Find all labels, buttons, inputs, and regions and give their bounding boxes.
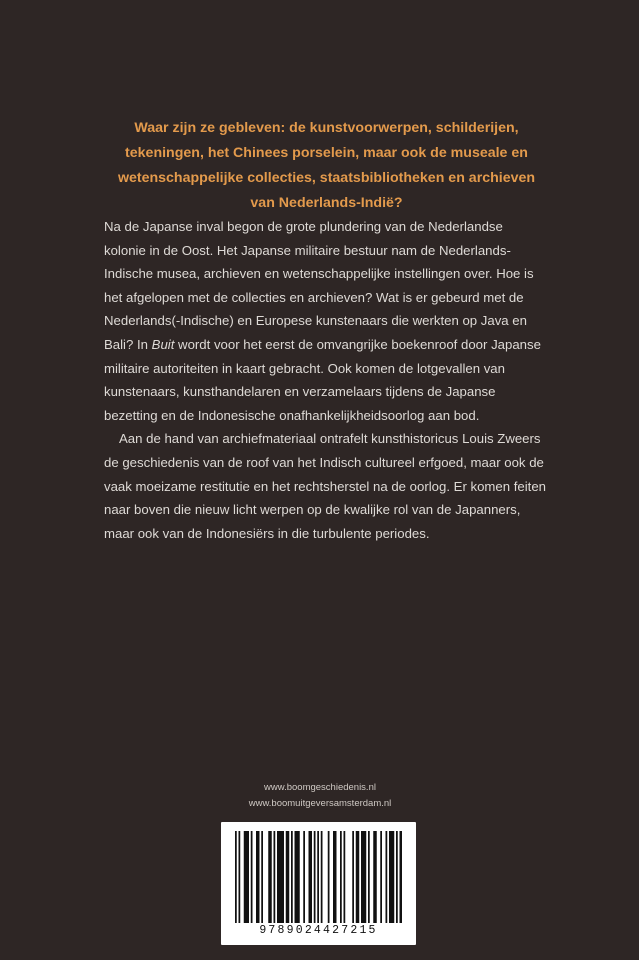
book-title: Buit <box>151 336 175 352</box>
paragraph-1-part-1: Na de Japanse inval begon de grote plundering van de Nederlandse kolonie in de Oost. Het Japanse militaire bestuur nam de Nederlands-Indische musea, archieven en wetenschappelijke instellingen over. Hoe is het afgelopen met de collecties en archieven? Wat is er gebeurd met de Nederlands(-Indische) en Europese kunstenaars die werkten op Java en Bali? In <box>104 219 534 352</box>
lead-question: Waar zijn ze gebleven: de kunstvoorwerpen, schilderijen, tekeningen, het Chinees porselein, maar ook de museale en wetenschappelijke collecties, staatsbibliotheken en archieven van Nederlands-Indië? <box>117 120 536 211</box>
barcode-bars <box>235 831 402 923</box>
isbn-barcode <box>221 822 416 945</box>
blurb-paragraph-1 <box>104 215 546 427</box>
url-boomuitgeversamsterdam[interactable]: www.boomuitgeversamsterdam.nl <box>248 798 392 809</box>
paragraph-1-part-2: wordt voor het eerst de omvangrijke boekenroof door Japanse militaire autoriteiten in kaart gebracht. Ook komen de lotgevallen van kunstenaars, kunsthandelaren en verzamelaars tijdens de Japanse bezetting en de Indonesische onafhankelijkheidsoorlog aan bod. <box>104 336 541 423</box>
blurb-paragraph-2: Aan de hand van archiefmateriaal ontrafelt kunsthistoricus Louis Zweers de geschiedenis van de roof van het Indisch cultureel erfgoed, maar ook de vaak moeizame restitutie en het rechtsherstel na de oorlog. Er komen feiten naar boven die nieuw licht werpen op de kwalijke rol van de Japanners, maar ook van de Indonesiërs in die turbulente periodes. <box>104 431 547 541</box>
isbn-number: 9789024427215 <box>259 924 378 937</box>
url-boomgeschiedenis[interactable]: www.boomgeschiedenis.nl <box>264 782 376 793</box>
blurb <box>104 215 546 545</box>
publisher-urls <box>180 780 460 812</box>
